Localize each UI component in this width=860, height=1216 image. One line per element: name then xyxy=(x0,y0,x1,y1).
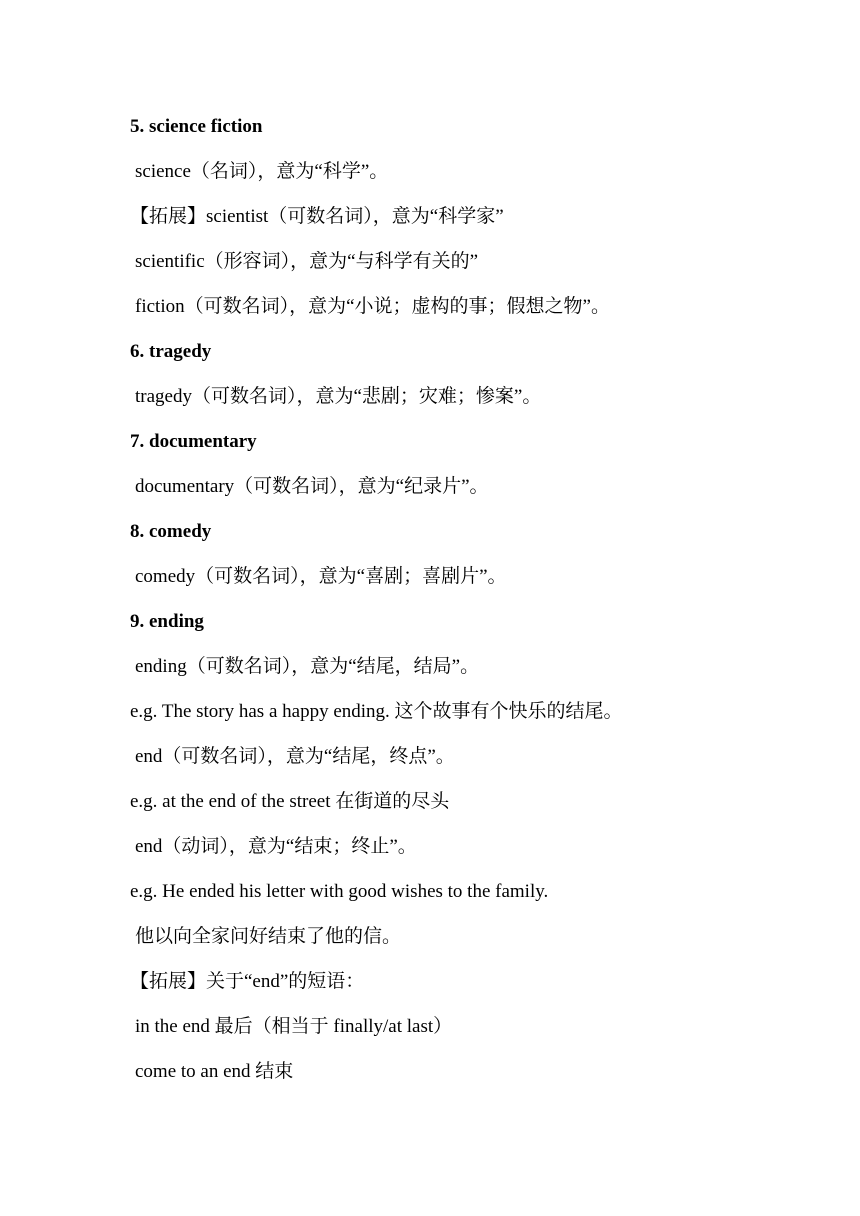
heading-tragedy: 6. tragedy xyxy=(130,341,212,362)
heading-comedy: 8. comedy xyxy=(130,521,212,542)
text-line: 【拓展】关于“end”的短语： xyxy=(130,971,365,992)
text-line: comedy（可数名词），意为“喜剧；喜剧片”。 xyxy=(135,566,507,587)
text-line: 他以向全家问好结束了他的信。 xyxy=(135,926,402,947)
text-line: ending（可数名词），意为“结尾，结局”。 xyxy=(135,656,480,677)
text-line: 【拓展】scientist（可数名词），意为“科学家” xyxy=(130,206,504,227)
text-line: end（可数名词），意为“结尾，终点”。 xyxy=(135,746,455,767)
text-line: in the end 最后（相当于 finally/at last） xyxy=(135,1016,453,1037)
text-line: science（名词），意为“科学”。 xyxy=(135,161,389,182)
example-line: e.g. He ended his letter with good wishes to the family. xyxy=(130,881,549,902)
heading-documentary: 7. documentary xyxy=(130,431,257,452)
heading-science-fiction: 5. science fiction xyxy=(130,116,263,137)
text-line: come to an end 结束 xyxy=(135,1061,294,1082)
text-line: end（动词），意为“结束；终止”。 xyxy=(135,836,417,857)
text-line: documentary（可数名词），意为“纪录片”。 xyxy=(135,476,489,497)
text-line: scientific（形容词），意为“与科学有关的” xyxy=(135,251,479,272)
example-line: e.g. The story has a happy ending. 这个故事有个快乐的结尾。 xyxy=(130,701,623,722)
text-line: fiction（可数名词），意为“小说；虚构的事；假想之物”。 xyxy=(135,296,610,317)
text-line: tragedy（可数名词），意为“悲剧；灾难；惨案”。 xyxy=(135,386,542,407)
heading-ending: 9. ending xyxy=(130,611,204,632)
example-line: e.g. at the end of the street 在街道的尽头 xyxy=(130,791,450,812)
